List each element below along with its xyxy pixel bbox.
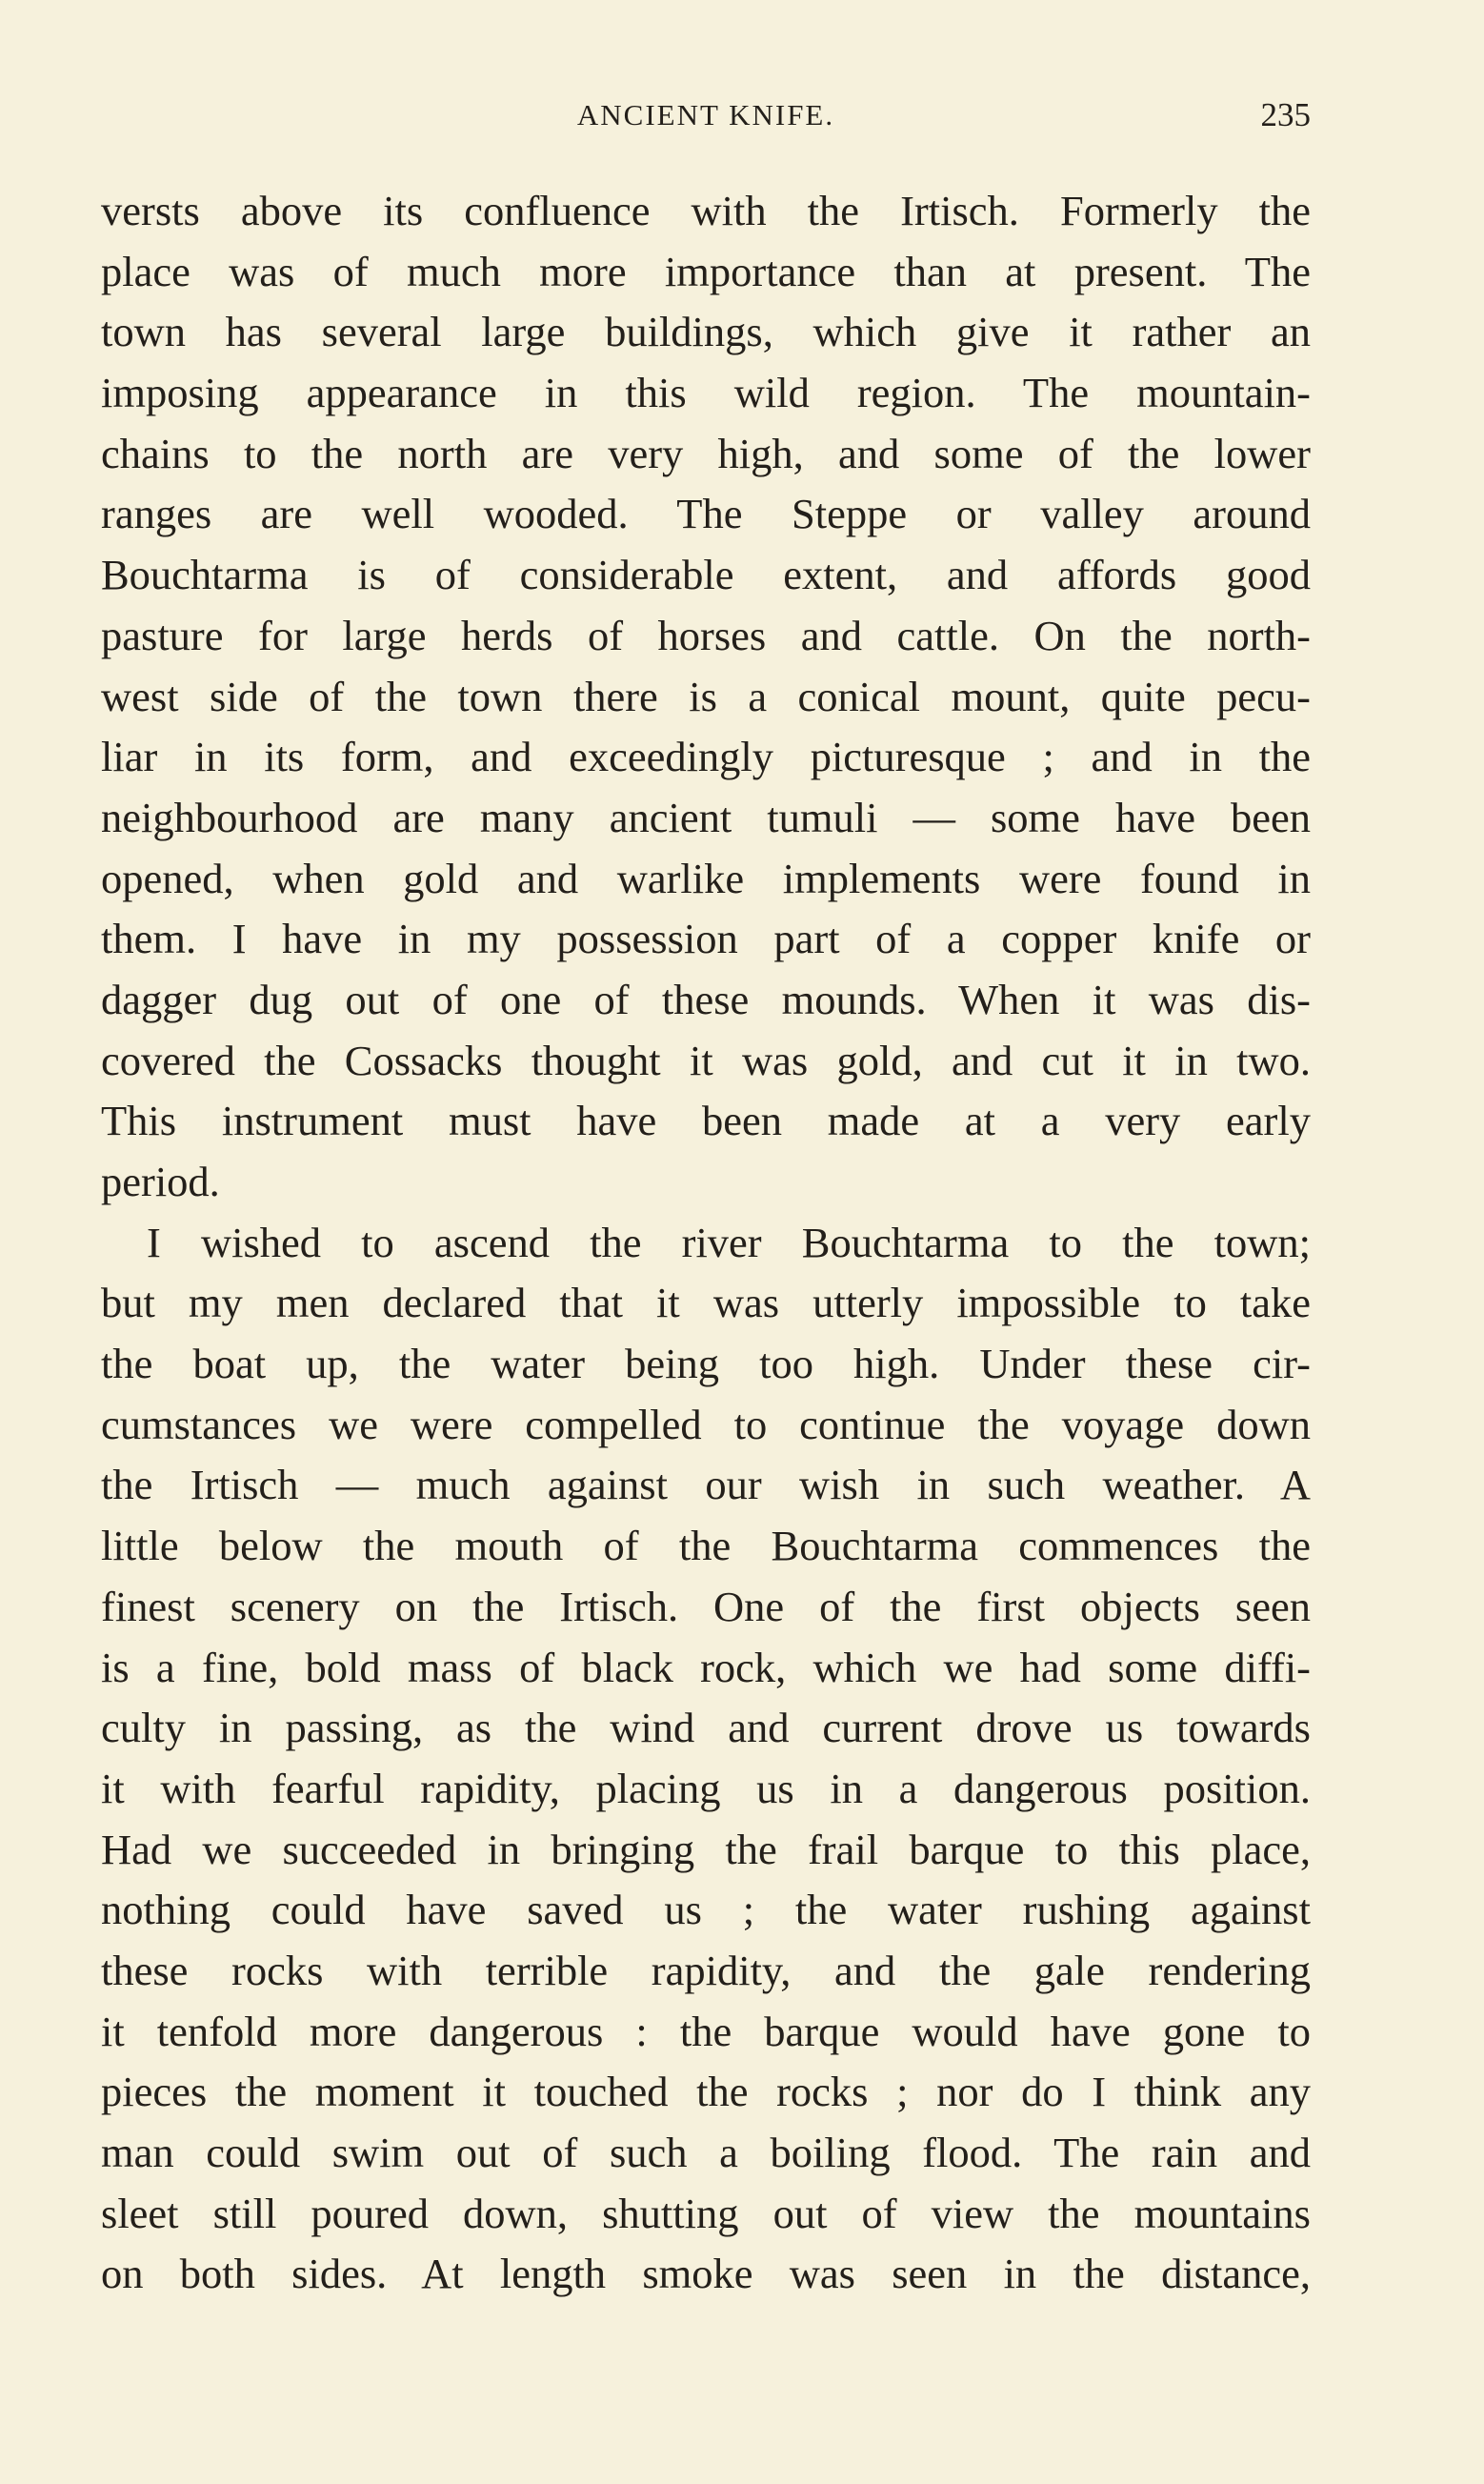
text-line: Bouchtarma is of considerable extent, and affords good	[101, 551, 1311, 599]
page-number: 235	[1260, 96, 1311, 133]
text-line: place was of much more importance than at present. The	[101, 247, 1311, 295]
text-line: liar in its form, and exceedingly picturesque ; and in the	[101, 733, 1311, 781]
text-line: little below the mouth of the Bouchtarma commences the	[101, 1522, 1311, 1570]
text-line: period.	[101, 1158, 220, 1205]
text-line: is a fine, bold mass of black rock, which we had some diffi-	[101, 1643, 1311, 1691]
text-line: it tenfold more dangerous : the barque would have gone to	[101, 2007, 1311, 2055]
text-line: dagger dug out of one of these mounds. When it was dis-	[101, 975, 1311, 1023]
page-header	[101, 91, 1311, 139]
text-line: ranges are well wooded. The Steppe or valley around	[101, 490, 1311, 538]
text-line: covered the Cossacks thought it was gold, and cut it in two.	[101, 1036, 1311, 1084]
text-line: on both sides. At length smoke was seen in the distance,	[101, 2250, 1311, 2298]
text-line: man could swim out of such a boiling flood. The rain and	[101, 2129, 1311, 2176]
text-line: the Irtisch — much against our wish in such weather. A	[101, 1461, 1311, 1509]
text-line: these rocks with terrible rapidity, and the gale rendering	[101, 1946, 1311, 1994]
text-line: pasture for large herds of horses and cattle. On the north-	[101, 611, 1311, 659]
text-line: chains to the north are very high, and some of the lower	[101, 429, 1311, 477]
paragraph-first-line: I wished to ascend the river Bouchtarma to the town;	[147, 1218, 1311, 1266]
text-line: town has several large buildings, which give it rather an	[101, 308, 1311, 356]
running-head: ANCIENT KNIFE.	[576, 98, 835, 131]
text-line: west side of the town there is a conical mount, quite pecu-	[101, 672, 1311, 720]
text-line: sleet still poured down, shutting out of view the mountains	[101, 2189, 1311, 2237]
text-line: opened, when gold and warlike implements were found in	[101, 854, 1311, 902]
text-line: pieces the moment it touched the rocks ; nor do I think any	[101, 2068, 1311, 2116]
text-line: but my men declared that it was utterly impossible to take	[101, 1279, 1311, 1327]
text-line: This instrument must have been made at a very early	[101, 1097, 1311, 1145]
text-line: versts above its confluence with the Irtisch. Formerly the	[101, 187, 1311, 234]
text-line: imposing appearance in this wild region. The mountain-	[101, 369, 1311, 417]
text-line: neighbourhood are many ancient tumuli — some have been	[101, 793, 1311, 841]
text-line: them. I have in my possession part of a copper knife or	[101, 915, 1311, 963]
text-line: it with fearful rapidity, placing us in a dangerous position.	[101, 1764, 1311, 1812]
text-line: the boat up, the water being too high. Under these cir-	[101, 1340, 1311, 1388]
body-text	[101, 181, 1311, 2305]
text-line: culty in passing, as the wind and current drove us towards	[101, 1704, 1311, 1752]
text-line: Had we succeeded in bringing the frail barque to this place,	[101, 1825, 1311, 1873]
text-line: finest scenery on the Irtisch. One of the first objects seen	[101, 1582, 1311, 1630]
text-line: cumstances we were compelled to continue the voyage down	[101, 1400, 1311, 1448]
text-line: nothing could have saved us ; the water rushing against	[101, 1886, 1311, 1934]
